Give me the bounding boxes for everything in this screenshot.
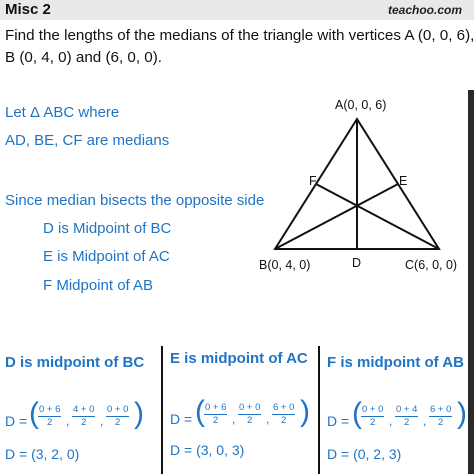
column-divider-1 — [161, 346, 163, 474]
vertex-b-label: B(0, 4, 0) — [259, 258, 311, 272]
point-f-label: F — [309, 174, 317, 188]
column-d-frac-1: $\frac{0 + 6}{2}$ — [39, 404, 61, 428]
column-e-frac-2: $\frac{0 + 0}{2}$ — [239, 402, 261, 426]
column-e-comma-1: , — [232, 412, 236, 426]
midpoint-d-statement: D is Midpoint of BC — [43, 220, 172, 237]
column-e-frac-1: $\frac{0 + 6}{2}$ — [205, 402, 227, 426]
column-e-title: E is midpoint of AC — [170, 350, 308, 367]
bisect-statement: Since median bisects the opposite side — [5, 192, 265, 209]
column-d-frac-2: $\frac{4 + 0}{2}$ — [73, 404, 95, 428]
midpoint-e-statement: E is Midpoint of AC — [43, 248, 170, 265]
point-d-label: D — [352, 256, 362, 270]
medians-statement: AD, BE, CF are medians — [5, 132, 170, 149]
column-e-frac-3: $\frac{6 + 0}{2}$ — [273, 402, 295, 426]
vertex-a-label: A(0, 0, 6) — [335, 98, 387, 112]
column-d-paren-open: ( — [29, 397, 39, 430]
column-d-prefix: D = — [5, 413, 28, 429]
scrollbar[interactable] — [468, 90, 474, 474]
column-f-frac-2: $\frac{0 + 4}{2}$ — [396, 404, 418, 428]
column-f-paren-open: ( — [352, 397, 362, 430]
column-f-comma-2: , — [423, 414, 427, 428]
column-d-paren-close: ) — [134, 397, 144, 430]
column-f-frac-1: $\frac{0 + 0}{2}$ — [362, 404, 384, 428]
column-divider-2 — [318, 346, 320, 474]
column-f-prefix: D = — [327, 413, 350, 429]
page-title: Misc 2 — [5, 1, 51, 18]
column-e-comma-2: , — [266, 412, 270, 426]
brand-logo: teachoo.com — [387, 3, 462, 17]
point-e-label: E — [399, 174, 408, 188]
column-f-paren-close: ) — [457, 397, 467, 430]
column-f-frac-3: $\frac{6 + 0}{2}$ — [430, 404, 452, 428]
vertex-c-label: C(6, 0, 0) — [405, 258, 458, 272]
column-e-paren-close: ) — [300, 395, 310, 428]
column-f-result: D = (0, 2, 3) — [327, 446, 402, 462]
column-d-frac-3: $\frac{0 + 0}{2}$ — [107, 404, 129, 428]
column-f-title: F is midpoint of AB — [327, 354, 464, 371]
midpoint-f-statement: F Midpoint of AB — [43, 277, 154, 294]
column-d-result: D = (3, 2, 0) — [5, 446, 80, 462]
question-line-1: Find the lengths of the medians of the triangle with vertices A (0, 0, 6), — [5, 27, 474, 44]
column-e-paren-open: ( — [195, 395, 205, 428]
column-e-prefix: D = — [170, 411, 193, 427]
column-d-comma-2: , — [100, 414, 104, 428]
column-d-title: D is midpoint of BC — [5, 354, 145, 371]
question-line-2: B (0, 4, 0) and (6, 0, 0). — [5, 49, 163, 66]
column-e-result: D = (3, 0, 3) — [170, 442, 245, 458]
column-d-comma-1: , — [66, 414, 70, 428]
let-statement: Let Δ ABC where — [5, 104, 120, 121]
column-f-comma-1: , — [389, 414, 393, 428]
